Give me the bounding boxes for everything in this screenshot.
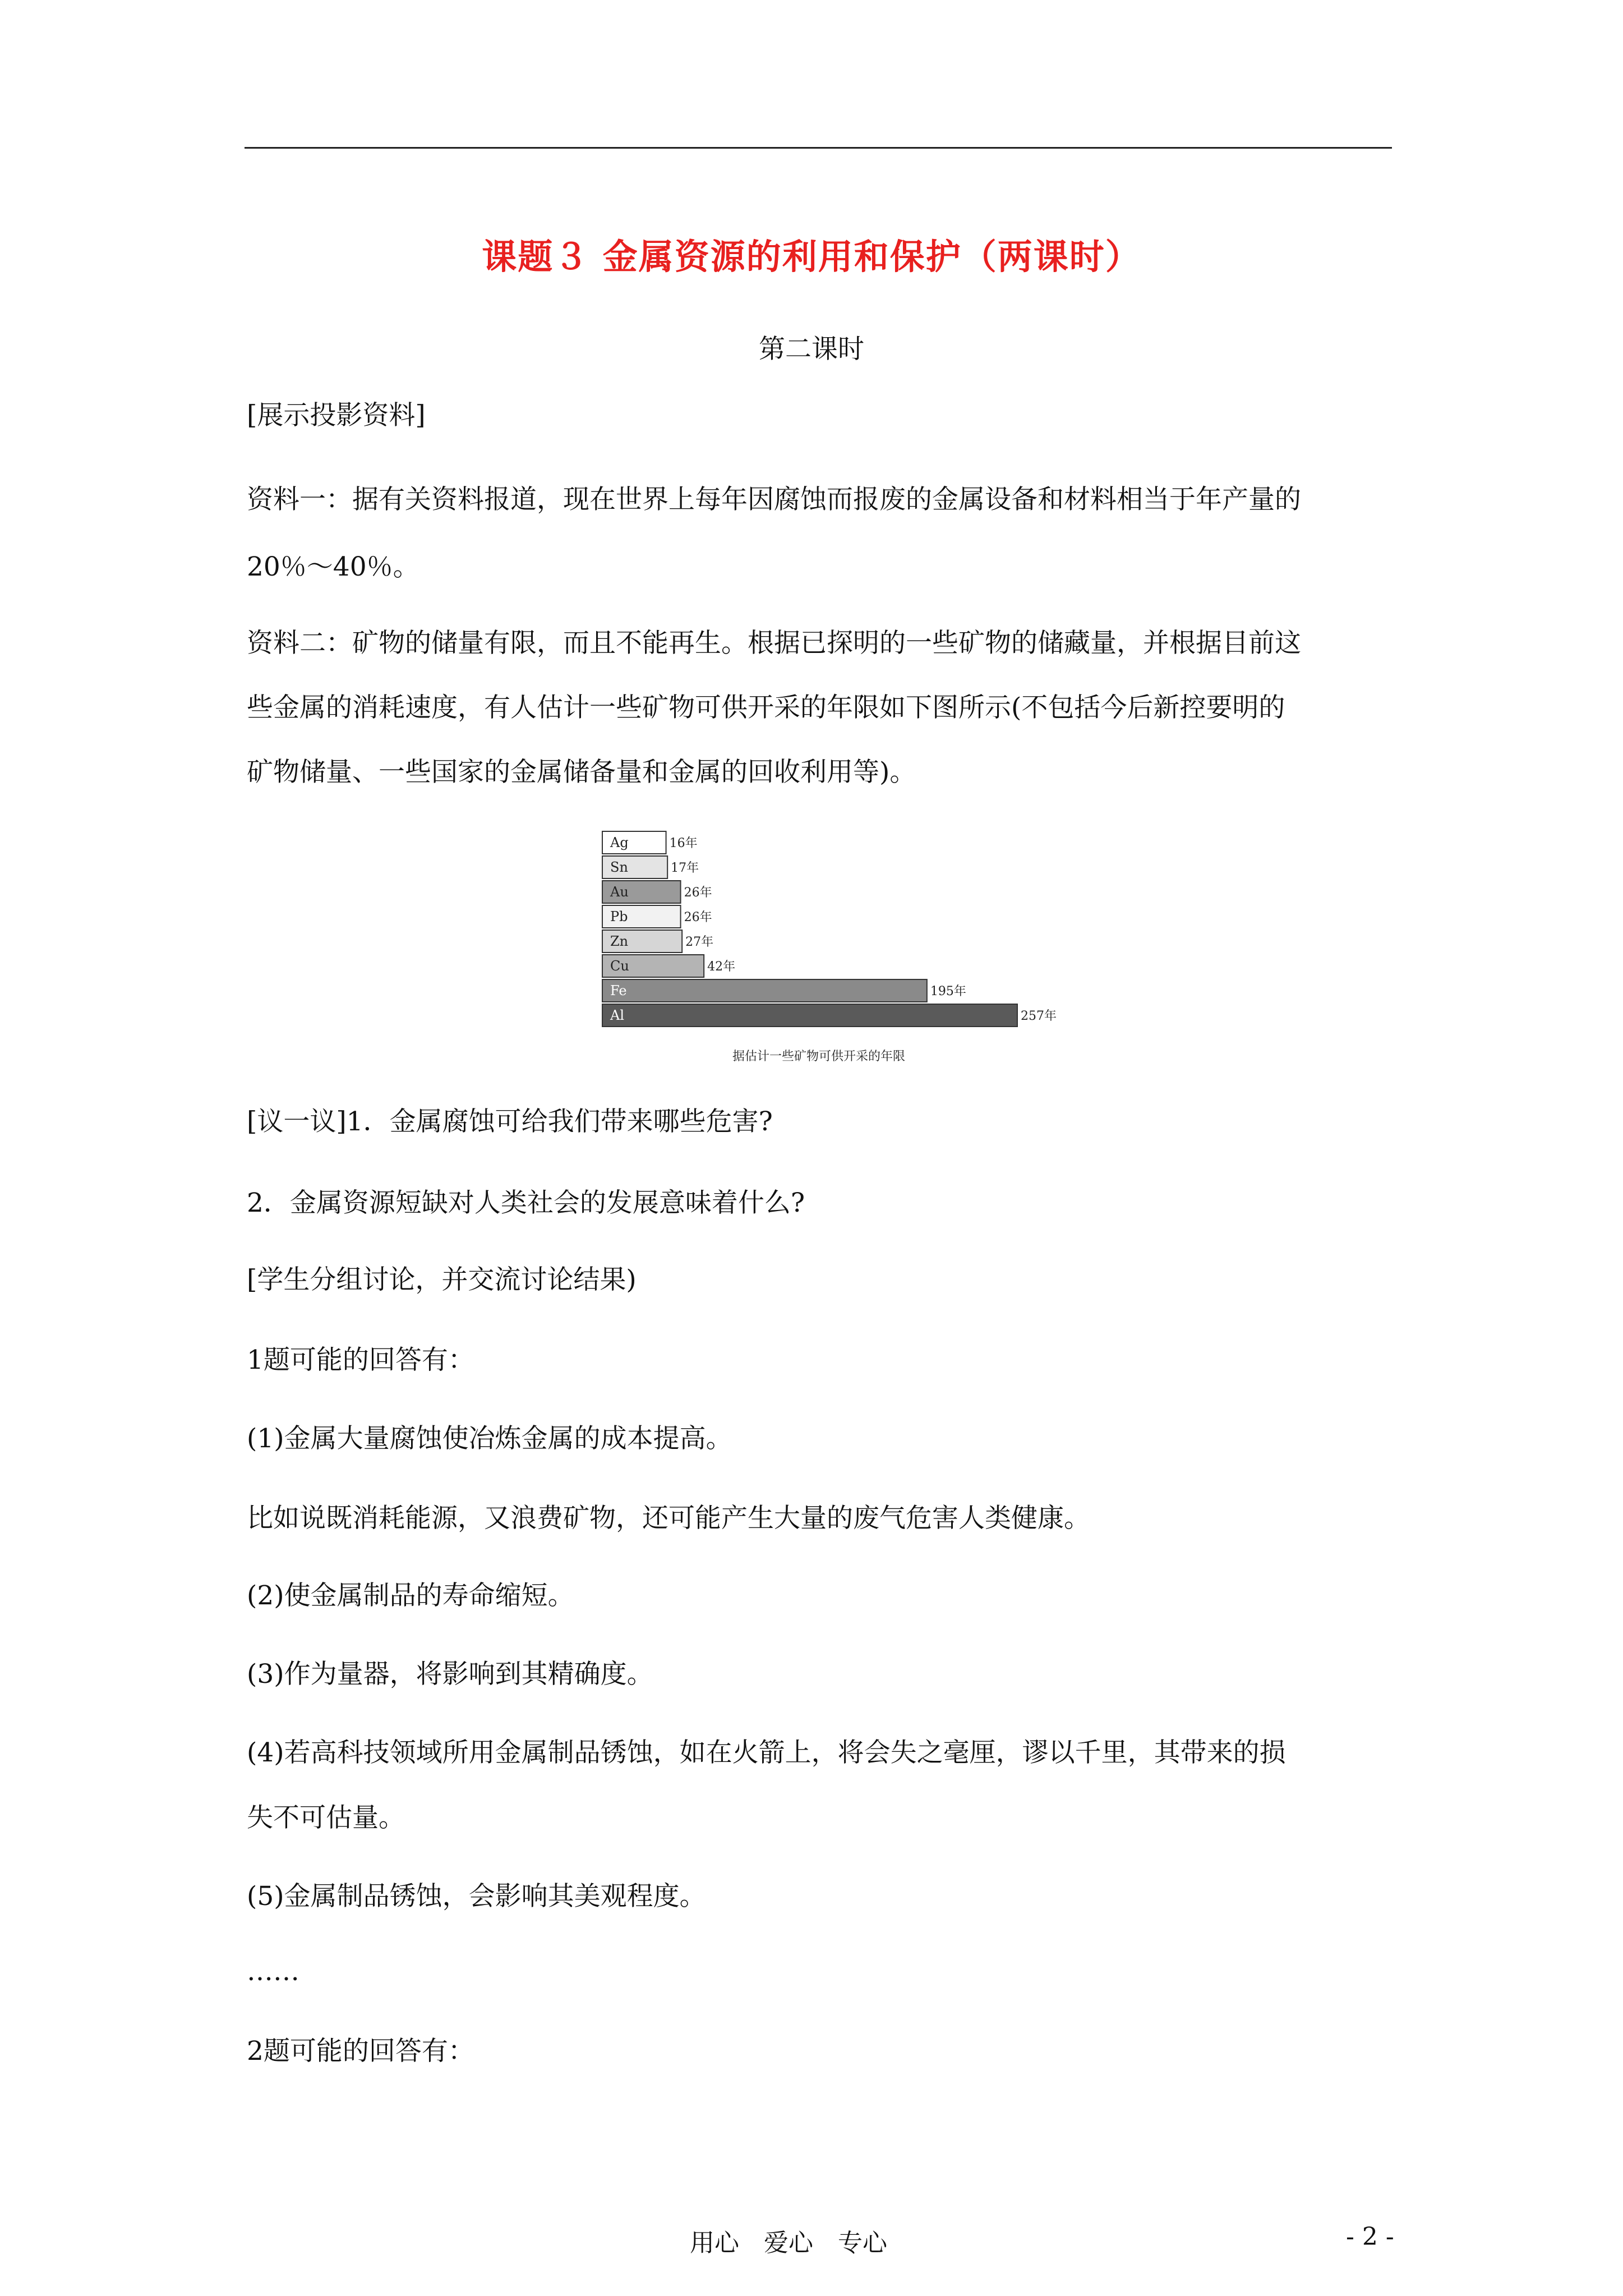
chart-svg bbox=[589, 819, 1057, 1066]
paragraph: [议一议]1．金属腐蚀可给我们带来哪些危害? bbox=[247, 1106, 773, 1137]
paragraph: (2)使金属制品的寿命缩短。 bbox=[247, 1580, 574, 1611]
page-number: - 2 - bbox=[1346, 2223, 1394, 2251]
data-label: 257年 bbox=[1021, 1009, 1057, 1023]
page-title: 课题３ 金属资源的利用和保护（两课时） bbox=[482, 236, 1141, 277]
paragraph: 2．金属资源短缺对人类社会的发展意味着什么? bbox=[247, 1188, 805, 1218]
chart-caption: 据估计一些矿物可供开采的年限 bbox=[732, 1050, 906, 1064]
paragraph: 20％～40％。 bbox=[247, 551, 419, 582]
data-label: 26年 bbox=[684, 886, 712, 900]
paragraph: (5)金属制品锈蚀，会影响其美观程度。 bbox=[247, 1881, 706, 1912]
paragraph: 比如说既消耗能源，又浪费矿物，还可能产生大量的废气危害人类健康。 bbox=[247, 1503, 1090, 1534]
data-label: 195年 bbox=[930, 984, 966, 999]
paragraph: 失不可估量。 bbox=[247, 1802, 405, 1833]
paragraph: …… bbox=[247, 1956, 299, 1987]
data-label: 17年 bbox=[671, 861, 699, 875]
category-label: Sn bbox=[610, 859, 628, 875]
mineral-years-chart bbox=[589, 819, 1057, 1066]
category-label: Fe bbox=[610, 983, 627, 999]
paragraph: (3)作为量器，将影响到其精确度。 bbox=[247, 1659, 653, 1690]
paragraph: 些金属的消耗速度，有人估计一些矿物可供开采的年限如下图所示(不包括今后新控要明的 bbox=[247, 692, 1285, 723]
category-label: Al bbox=[610, 1007, 625, 1023]
data-label: 16年 bbox=[669, 836, 698, 850]
data-label: 42年 bbox=[707, 960, 736, 974]
paragraph: (1)金属大量腐蚀使冶炼金属的成本提高。 bbox=[247, 1423, 732, 1454]
category-label: Zn bbox=[610, 933, 629, 949]
category-label: Ag bbox=[610, 835, 629, 850]
paragraph: 资料二：矿物的储量有限，而且不能再生。根据已探明的一些矿物的储藏量，并根据目前这 bbox=[247, 628, 1301, 659]
paragraph: [展示投影资料] bbox=[247, 400, 426, 431]
paragraph: 1题可能的回答有： bbox=[247, 1345, 474, 1375]
category-label: Cu bbox=[610, 958, 629, 974]
paragraph: (4)若高科技领域所用金属制品锈蚀，如在火箭上，将会失之毫厘，谬以千里，其带来的损 bbox=[247, 1737, 1286, 1768]
data-label: 26年 bbox=[684, 910, 712, 924]
paragraph: 资料一：据有关资料报道，现在世界上每年因腐蚀而报废的金属设备和材料相当于年产量的 bbox=[247, 484, 1301, 515]
paragraph: 矿物储量、一些国家的金属储备量和金属的回收利用等)。 bbox=[247, 757, 916, 788]
footer-motto: 用心 爱心 专心 bbox=[690, 2229, 887, 2257]
category-label: Au bbox=[610, 884, 629, 900]
paragraph: 2题可能的回答有： bbox=[247, 2036, 474, 2067]
header-rule bbox=[245, 147, 1392, 149]
paragraph: [学生分组讨论，并交流讨论结果) bbox=[247, 1264, 637, 1295]
data-label: 27年 bbox=[685, 935, 714, 949]
category-label: Pb bbox=[610, 909, 628, 924]
page-subtitle: 第二课时 bbox=[759, 334, 864, 365]
bar-Fe bbox=[602, 979, 927, 1002]
bar-Al bbox=[602, 1004, 1017, 1027]
